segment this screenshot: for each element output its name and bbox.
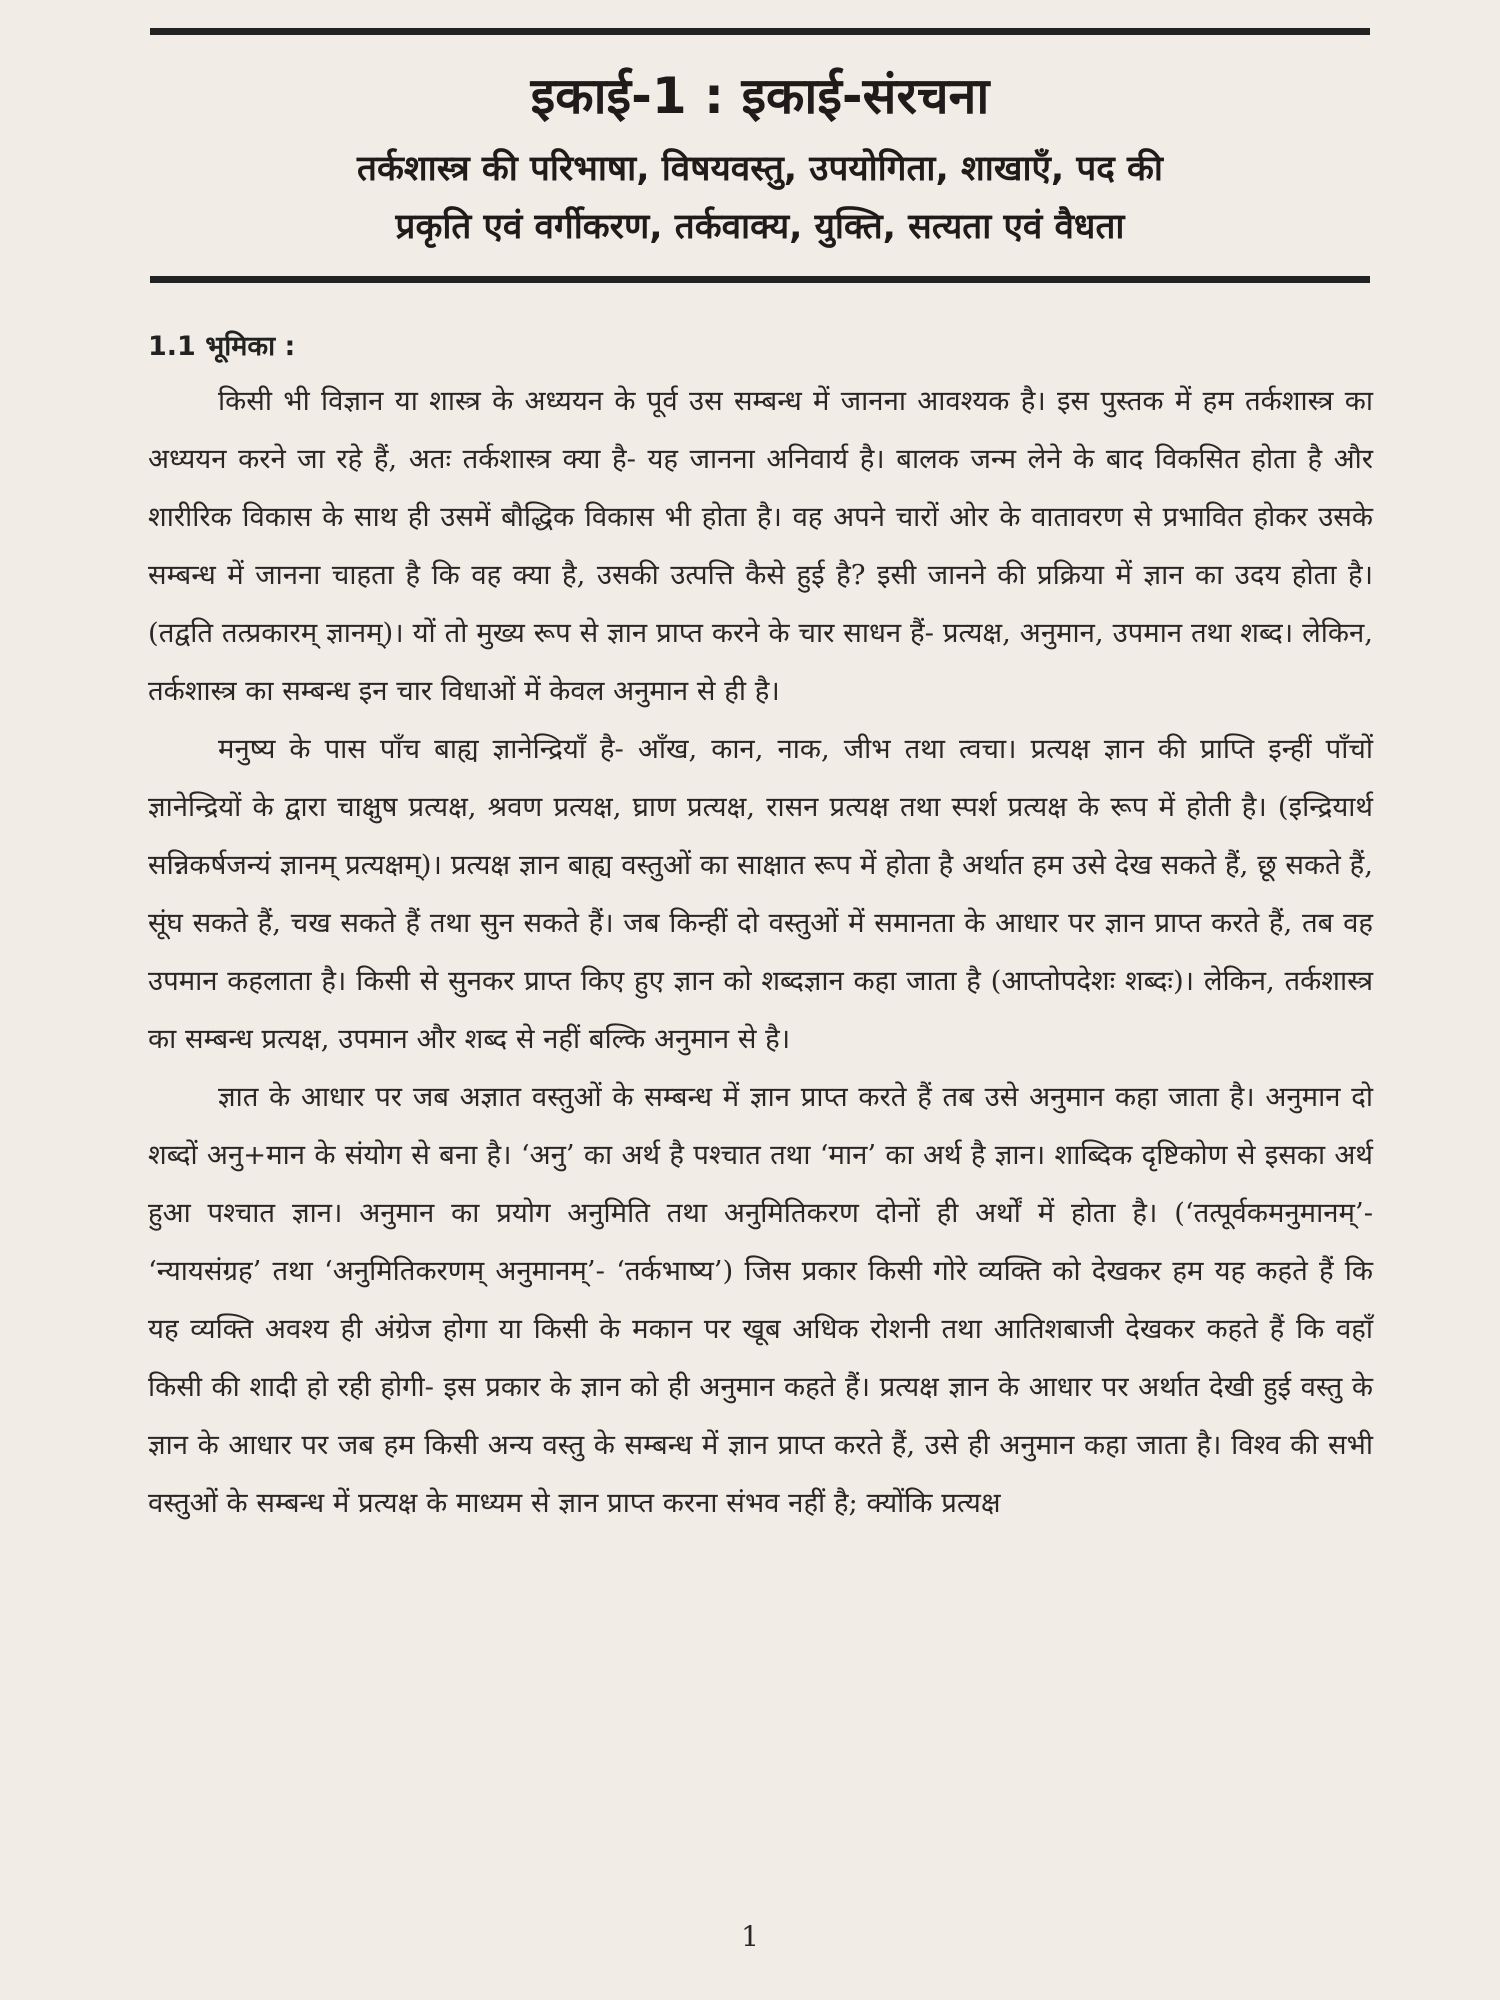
header-bottom-rule (150, 276, 1370, 283)
header-top-rule (150, 28, 1370, 35)
unit-title: इकाई-1 : इकाई-संरचना (530, 67, 990, 125)
paragraph-1: किसी भी विज्ञान या शास्त्र के अध्ययन के पूर्व उस सम्बन्ध में जानना आवश्यक है। इस पुस्तक में हम तर्कशास्त्र का अध्ययन करने जा रहे हैं, अतः तर्कशास्त्र क्या है- यह जानना अनिवार्य है। बालक जन्म लेने के बाद विकसित होता है और शारीरिक विकास के साथ ही उसमें बौद्धिक विकास भी होता है। वह अपने चारों ओर के वातावरण से प्रभावित होकर उसके सम्बन्ध में जानना चाहता है कि वह क्या है, उसकी उत्पत्ति कैसे हुई है? इसी जानने की प्रक्रिया में ज्ञान का उदय होता है। (तद्वति तत्प्रकारम् ज्ञानम्)। यों तो मुख्य रूप से ज्ञान प्राप्त करने के चार साधन हैं- प्रत्यक्ष, अनुमान, उपमान तथा शब्द। लेकिन, तर्कशास्त्र का सम्बन्ध इन चार विधाओं में केवल अनुमान से ही है। (148, 385, 1373, 707)
paragraph-2: मनुष्य के पास पाँच बाह्य ज्ञानेन्द्रियाँ है- आँख, कान, नाक, जीभ तथा त्वचा। प्रत्यक्ष ज्ञान की प्राप्ति इन्हीं पाँचों ज्ञानेन्द्रियों के द्वारा चाक्षुष प्रत्यक्ष, श्रवण प्रत्यक्ष, घ्राण प्रत्यक्ष, रासन प्रत्यक्ष तथा स्पर्श प्रत्यक्ष के रूप में होती है। (इन्द्रियार्थ सन्निकर्षजन्यं ज्ञानम् प्रत्यक्षम्)। प्रत्यक्ष ज्ञान बाह्य वस्तुओं का साक्षात रूप में होता है अर्थात हम उसे देख सकते हैं, छू सकते हैं, सूंघ सकते हैं, चख सकते हैं तथा सुन सकते हैं। जब किन्हीं दो वस्तुओं में समानता के आधार पर ज्ञान प्राप्त करते हैं, तब वह उपमान कहलाता है। किसी से सुनकर प्राप्त किए हुए ज्ञान को शब्दज्ञान कहा जाता है (आप्तोपदेशः शब्दः)। लेकिन, तर्कशास्त्र का सम्बन्ध प्रत्यक्ष, उपमान और शब्द से नहीं बल्कि अनुमान से है। (148, 733, 1373, 1055)
section-body (148, 322, 1373, 1532)
unit-subtitle-line-1: तर्कशास्त्र की परिभाषा, विषयवस्तु, उपयोगिता, शाखाएँ, पद की (357, 149, 1163, 189)
unit-subtitle-line-2: प्रकृति एवं वर्गीकरण, तर्कवाक्य, युक्ति, सत्यता एवं वैधता (395, 207, 1125, 247)
page-number: 1 (741, 1920, 759, 1953)
section-heading: 1.1 भूमिका : (148, 331, 296, 362)
unit-header (140, 56, 1380, 256)
paragraph-3: ज्ञात के आधार पर जब अज्ञात वस्तुओं के सम्बन्ध में ज्ञान प्राप्त करते हैं तब उसे अनुमान कहा जाता है। अनुमान दो शब्दों अनु+मान के संयोग से बना है। ‘अनु’ का अर्थ है पश्चात तथा ‘मान’ का अर्थ है ज्ञान। शाब्दिक दृष्टिकोण से इसका अर्थ हुआ पश्चात ज्ञान। अनुमान का प्रयोग अनुमिति तथा अनुमितिकरण दोनों ही अर्थों में होता है। (‘तत्पूर्वकमनुमानम्’- ‘न्यायसंग्रह’ तथा ‘अनुमितिकरणम् अनुमानम्’- ‘तर्कभाष्य’) जिस प्रकार किसी गोरे व्यक्ति को देखकर हम यह कहते हैं कि यह व्यक्ति अवश्य ही अंग्रेज होगा या किसी के मकान पर खूब अधिक रोशनी तथा आतिशबाजी देखकर कहते हैं कि वहाँ किसी की शादी हो रही होगी- इस प्रकार के ज्ञान को ही अनुमान कहते हैं। प्रत्यक्ष ज्ञान के आधार पर अर्थात देखी हुई वस्तु के ज्ञान के आधार पर जब हम किसी अन्य वस्तु के सम्बन्ध में ज्ञान प्राप्त करते हैं, उसे ही अनुमान कहा जाता है। विश्व की सभी वस्तुओं के सम्बन्ध में प्रत्यक्ष के माध्यम से ज्ञान प्राप्त करना संभव नहीं है; क्योंकि प्रत्यक्ष (148, 1081, 1373, 1519)
